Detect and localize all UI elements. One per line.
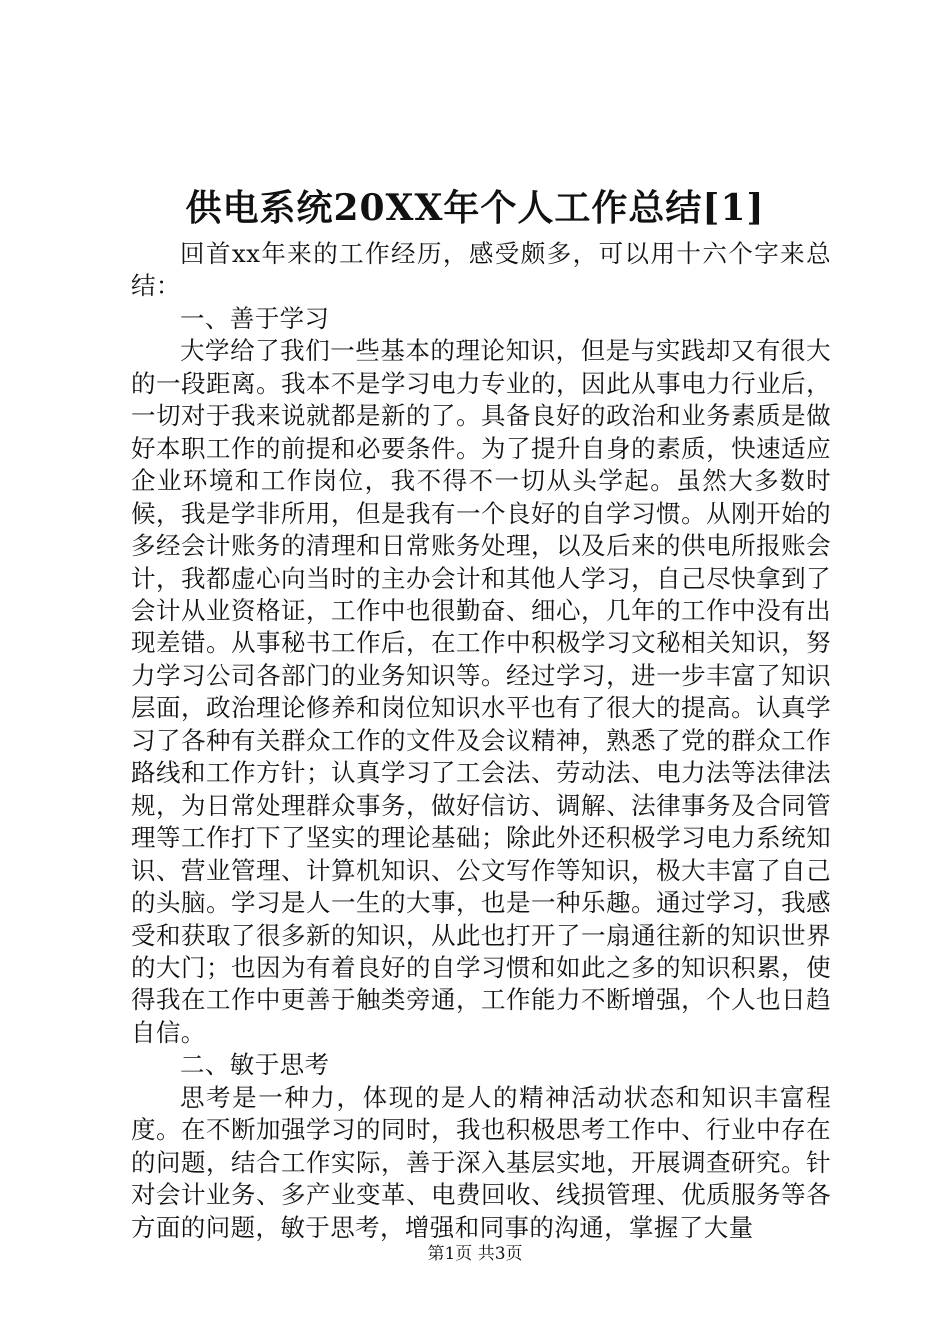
section-heading-1: 一、善于学习 — [180, 303, 330, 333]
section-paragraph-2: 思考是一种力，体现的是人的精神活动状态和知识丰富程度。在不断加强学习的同时，我也积极思考工作中、行业中存在的问题，结合工作实际，善于深入基层实地，开展调查研究。针对会计业务、多产业变革、电费回收、线损管理、优质服务等各方面的问题，敏于思考，增强和同事的沟通，掌握了大量 — [131, 1082, 831, 1242]
page-footer: 第1页 共3页 — [427, 1244, 523, 1264]
document-title: 供电系统20XX年个人工作总结[1] — [185, 187, 765, 229]
intro-paragraph: 回首xx年来的工作经历，感受颇多，可以用十六个字来总结： — [131, 239, 831, 301]
section-heading-2: 二、敏于思考 — [180, 1050, 330, 1080]
document-body — [131, 238, 831, 1244]
section-paragraph-1: 大学给了我们一些基本的理论知识，但是与实践却又有很大的一段距离。我本不是学习电力专业的，因此从事电力行业后，一切对于我来说就都是新的了。具备良好的政治和业务素质是做好本职工作的前提和必要条件。为了提升自身的素质，快速适应企业环境和工作岗位，我不得不一切从头学起。虽然大多数时候，我是学非所用，但是我有一个良好的自学习惯。从刚开始的多经会计账务的清理和日常账务处理，以及后来的供电所报账会计，我都虚心向当时的主办会计和其他人学习，自己尽快拿到了会计从业资格证，工作中也很勤奋、细心，几年的工作中没有出现差错。从事秘书工作后，在工作中积极学习文秘相关知识，努力学习公司各部门的业务知识等。经过学习，进一步丰富了知识层面，政治理论修养和岗位知识水平也有了很大的提高。认真学习了各种有关群众工作的文件及会议精神，熟悉了党的群众工作路线和工作方针；认真学习了工会法、劳动法、电力法等法律法规，为日常处理群众事务，做好信访、调解、法律事务及合同管理等工作打下了坚实的理论基础；除此外还积极学习电力系统知识、营业管理、计算机知识、公文写作等知识，极大丰富了自己的头脑。学习是人一生的大事，也是一种乐趣。通过学习，我感受和获取了很多新的知识，从此也打开了一扇通往新的知识世界的大门；也因为有着良好的自学习惯和如此之多的知识积累，使得我在工作中更善于触类旁通，工作能力不断增强，个人也日趋自信。 — [131, 336, 831, 1047]
